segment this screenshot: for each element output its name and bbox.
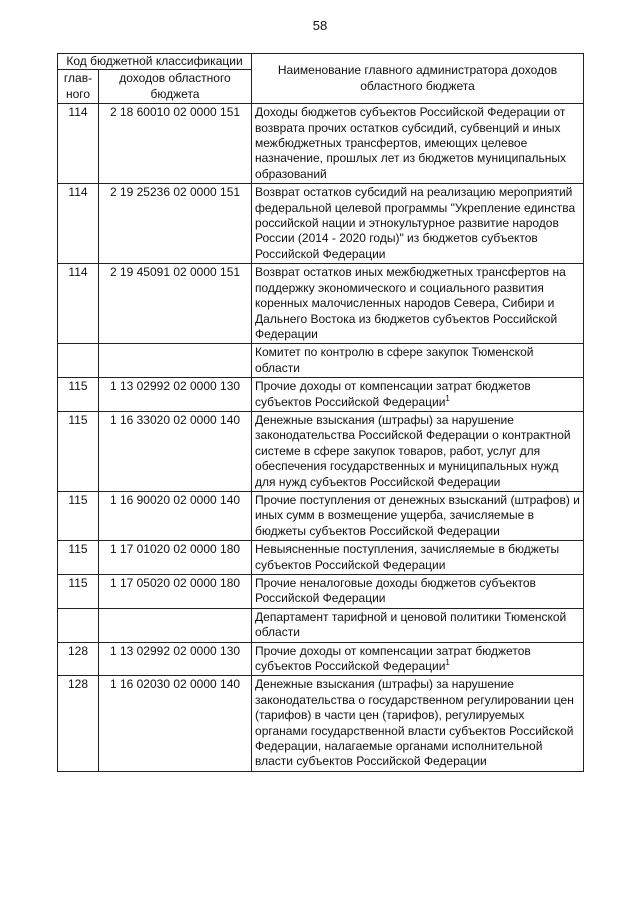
section-row xyxy=(58,608,584,642)
revenue-code-cell: 2 19 25236 02 0000 151 xyxy=(99,184,252,264)
revenue-code-cell: 1 13 02992 02 0000 130 xyxy=(99,642,252,676)
section-title-cell xyxy=(252,608,584,642)
revenue-code-cell xyxy=(99,344,252,378)
name-text: Прочие доходы от компенсации затрат бюджетов субъектов Российской Федерации xyxy=(255,379,531,409)
admin-code-cell: 128 xyxy=(58,676,99,771)
budget-classification-table xyxy=(57,53,584,772)
header-administrator-name: Наименование главного администратора доходов областного бюджета xyxy=(252,54,584,104)
table-row xyxy=(58,575,584,609)
name-text: Возврат остатков иных межбюджетных трансфертов на поддержку экономического и социального развития коренных малочисленных народов Севера, Сибири и Дальнего Востока из бюджетов субъектов Российской Федерации xyxy=(255,265,566,341)
administrator-name-cell xyxy=(252,104,584,184)
administrator-name-cell xyxy=(252,541,584,575)
header-revenue-code: доходов областного бюджета xyxy=(99,70,252,104)
admin-code-cell: 115 xyxy=(58,378,99,412)
admin-code-cell: 115 xyxy=(58,575,99,609)
table-row xyxy=(58,104,584,184)
table-header-row xyxy=(58,54,584,70)
name-text: Прочие неналоговые доходы бюджетов субъектов Российской Федерации xyxy=(255,576,536,606)
table-row xyxy=(58,491,584,540)
administrator-name-cell xyxy=(252,411,584,491)
revenue-code-cell: 1 17 01020 02 0000 180 xyxy=(99,541,252,575)
administrator-name-cell xyxy=(252,491,584,540)
table-row xyxy=(58,264,584,344)
page-number: 58 xyxy=(312,18,328,33)
name-text: Денежные взыскания (штрафы) за нарушение законодательства Российской Федерации о контрактной системе в сфере закупок товаров, работ, услуг для обеспечения государственных и муниципальных нужд для нужд субъектов Российской Федерации xyxy=(255,412,571,489)
revenue-code-cell: 1 16 33020 02 0000 140 xyxy=(99,411,252,491)
name-text: Возврат остатков субсидий на реализацию мероприятий федеральной целевой программы "Укрепление единства российской нации и этнокультурное развитие народов России (2014 - 2020 годы)" из бюджетов субъектов Российской Федерации xyxy=(255,185,576,261)
admin-code-cell: 128 xyxy=(58,642,99,676)
administrator-name-cell xyxy=(252,264,584,344)
table-row xyxy=(58,642,584,676)
footnote-marker: 1 xyxy=(445,658,450,668)
admin-code-cell: 114 xyxy=(58,184,99,264)
name-text: Прочие поступления от денежных взысканий (штрафов) и иных сумм в возмещение ущерба, зачисляемые в бюджеты субъектов Российской Федерации xyxy=(255,492,580,538)
name-text: Денежные взыскания (штрафы) за нарушение законодательства о государственном регулировании цен (тарифов) в части цен (тарифов), регулируемых органами государственной власти субъектов Российской Федерации, налагаемые органами исполнительной власти субъектов Российской Федерации xyxy=(255,677,574,769)
admin-code-cell xyxy=(58,344,99,378)
administrator-name-cell xyxy=(252,378,584,412)
table-body xyxy=(58,104,584,772)
name-text: Департамент тарифной и ценовой политики Тюменской области xyxy=(255,609,567,640)
name-text: Комитет по контролю в сфере закупок Тюменской области xyxy=(255,345,534,375)
administrator-name-cell xyxy=(252,676,584,771)
footnote-marker: 1 xyxy=(445,393,450,403)
revenue-code-cell xyxy=(99,608,252,642)
administrator-name-cell xyxy=(252,575,584,609)
admin-code-cell: 115 xyxy=(58,411,99,491)
admin-code-cell: 114 xyxy=(58,264,99,344)
table-row xyxy=(58,184,584,264)
admin-code-cell: 115 xyxy=(58,541,99,575)
revenue-code-cell: 1 16 90020 02 0000 140 xyxy=(99,491,252,540)
revenue-code-cell: 2 18 60010 02 0000 151 xyxy=(99,104,252,184)
name-text: Прочие доходы от компенсации затрат бюджетов субъектов Российской Федерации xyxy=(255,643,531,674)
revenue-code-cell: 2 19 45091 02 0000 151 xyxy=(99,264,252,344)
name-text: Доходы бюджетов субъектов Российской Федерации от возврата прочих остатков субсидий, субвенций и иных межбюджетных трансфертов, имеющих целевое назначение, прошлых лет из бюджетов муниципальных образований xyxy=(255,105,567,181)
table-row xyxy=(58,541,584,575)
revenue-code-cell: 1 17 05020 02 0000 180 xyxy=(99,575,252,609)
name-text: Невыясненные поступления, зачисляемые в бюджеты субъектов Российской Федерации xyxy=(255,542,560,572)
admin-code-cell xyxy=(58,608,99,642)
header-main-admin: глав-ного xyxy=(58,70,99,104)
table-row xyxy=(58,411,584,491)
admin-code-cell: 114 xyxy=(58,104,99,184)
section-title-cell xyxy=(252,344,584,378)
table-row xyxy=(58,378,584,412)
administrator-name-cell xyxy=(252,184,584,264)
revenue-code-cell: 1 13 02992 02 0000 130 xyxy=(99,378,252,412)
admin-code-cell: 115 xyxy=(58,491,99,540)
revenue-code-cell: 1 16 02030 02 0000 140 xyxy=(99,676,252,771)
section-row xyxy=(58,344,584,378)
administrator-name-cell xyxy=(252,642,584,676)
header-code-group: Код бюджетной классификации xyxy=(58,54,252,70)
table-row xyxy=(58,676,584,771)
